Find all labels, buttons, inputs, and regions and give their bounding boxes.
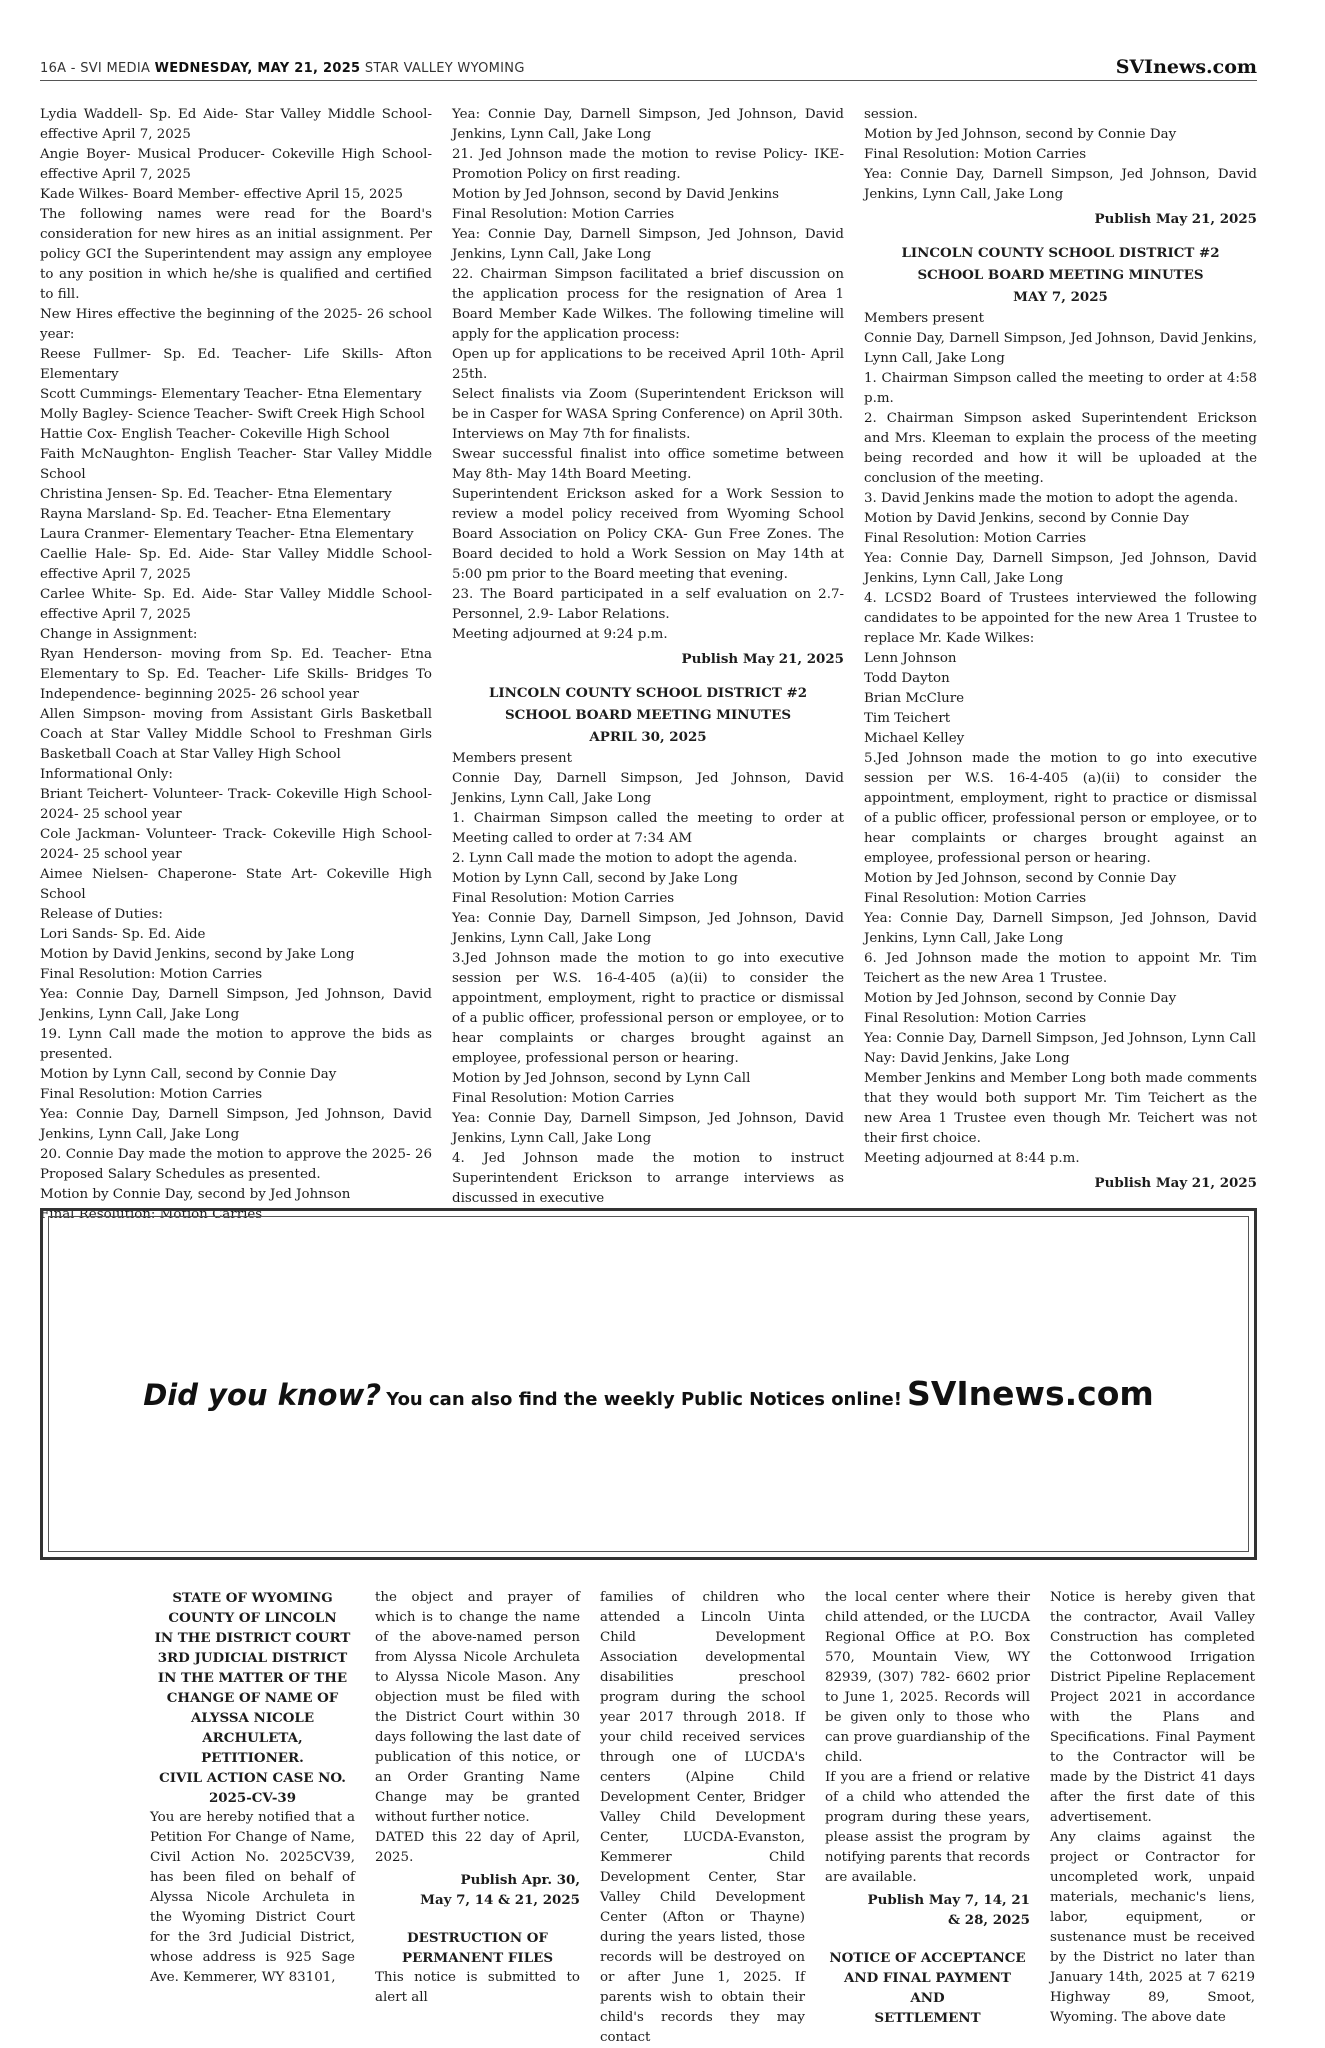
ad-text [143,1374,1154,1413]
notice-line: Yea: Connie Day, Darnell Simpson, Jed Johnson, David Jenkins, Lynn Call, Jake Long [452,911,844,946]
bottom-column-2 [375,1588,580,2028]
bottom-column-1 [150,1588,355,2028]
bottom-column-4 [825,1588,1030,2028]
notice-line: 22. Chairman Simpson facilitated a brief discussion on the application process for the resignation of Area 1 Board Member Kade Wilkes. The following timeline will apply for the application process: [452,267,844,342]
header-section: 16A - SVI MEDIA [40,61,151,76]
col3-minutes-continued [864,105,1257,205]
b1-heading-line: 2025-CV-39 [208,1790,297,1806]
column-1 [40,105,432,1222]
b3-notice-body: families of children who attended a Lincoln Uinta Child Development Association developmental disabilities preschool program during the school year 2017 through 2018. If your child received services through one of LUCDA's centers (Alpine Child Development Center, Bridger Valley Child Development Center, LUCDA-Evanston, Kemmerer Child Development Center, Star Valley Child Development Center (Afton or Thayne) during the years listed, those records will be destroyed on or after June 1, 2025. If parents wish to obtain their child's records they may contact [600,1590,805,2045]
notice-line: Michael Kelley [864,731,965,746]
notice-line: Final Resolution: Motion Carries [40,1207,263,1222]
notice-line: 2. Chairman Simpson asked Superintendent Erickson and Mrs. Kleeman to explain the process of the meeting being recorded and how it will be uploaded at the conclusion of the meeting. [864,411,1257,486]
notice-line: Meeting adjourned at 9:24 p.m. [452,627,668,642]
notice-line: Final Resolution: Motion Carries [452,891,675,906]
col3-heading-line: LINCOLN COUNTY SCHOOL DISTRICT #2 [901,245,1220,261]
notice-line: Ryan Henderson- moving from Sp. Ed. Teacher- Etna Elementary to Sp. Ed. Teacher- Life Skills- Bridges To Independence- beginning 2025- 26 school year [40,647,432,702]
notices-top-section [40,105,1257,1222]
notice-line: Select finalists via Zoom (Superintendent Erickson will be in Casper for WASA Spring Conference) on April 30th. [452,387,844,422]
bottom-column-5 [1050,1588,1255,2028]
ad-did-you-know: Did you know? [143,1377,382,1412]
notice-line: 5.Jed Johnson made the motion to go into executive session per W.S. 16-4-405 (a)(ii) to consider the appointment, employment, right to practice or dismissal of a public officer, professional person or employee, or to hear complaints or charges brought against an employee, professional person or hearing. [864,751,1257,866]
notice-line: The following names were read for the Board's consideration for new hires as an initial assignment. Per policy GCI the Superintendent may assign any employee to any position in which he/she is qualified and certified to fill. [40,207,432,302]
notice-line: Laura Cranmer- Elementary Teacher- Etna Elementary [40,527,414,542]
notice-line: Yea: Connie Day, Darnell Simpson, Jed Johnson, David Jenkins, Lynn Call, Jake Long [452,107,844,142]
notice-line: Faith McNaughton- English Teacher- Star Valley Middle School [40,447,432,482]
notice-line: Interviews on May 7th for finalists. [452,427,691,442]
notice-line: Tim Teichert [864,711,951,726]
notice-line: Final Resolution: Motion Carries [452,1091,675,1106]
notice-line: Motion by David Jenkins, second by Connie Day [864,511,1189,526]
col2-april-minutes [452,749,844,1209]
notice-line: Motion by Jed Johnson, second by David Jenkins [452,187,780,202]
notice-line: Final Resolution: Motion Carries [864,891,1087,906]
notice-line: 4. Jed Johnson made the motion to instruct Superintendent Erickson to arrange interviews as discussed in executive [452,1151,844,1206]
notice-line: Final Resolution: Motion Carries [864,531,1087,546]
header-date: WEDNESDAY, MAY 21, 2025 [154,61,361,76]
notice-line: Aimee Nielsen- Chaperone- State Art- Cokeville High School [40,867,432,902]
notice-line: Member Jenkins and Member Long both made comments that they would both support Mr. Tim Teichert as the new Area 1 Trustee even though Mr. Teichert was not their first choice. [864,1071,1257,1146]
notice-line: Allen Simpson- moving from Assistant Girls Basketball Coach at Star Valley Middle School to Freshman Girls Basketball Coach at Star Valley High School [40,707,432,762]
notice-line: Change in Assignment: [40,627,198,642]
svinews-ad-box [40,1208,1257,1560]
notice-line: Rayna Marsland- Sp. Ed. Teacher- Etna Elementary [40,507,391,522]
notice-line: Yea: Connie Day, Darnell Simpson, Jed Johnson, David Jenkins, Lynn Call, Jake Long [40,1107,432,1142]
notice-line: 2. Lynn Call made the motion to adopt the agenda. [452,851,798,866]
notice-line: Motion by Lynn Call, second by Jake Long [452,871,738,886]
notice-line: Motion by Jed Johnson, second by Lynn Call [452,1071,751,1086]
col3-heading-line: SCHOOL BOARD MEETING MINUTES [917,267,1204,283]
notice-line: 1. Chairman Simpson called the meeting to order at 4:58 p.m. [864,371,1257,406]
notice-line: Hattie Cox- English Teacher- Cokeville High School [40,427,390,442]
b4-publish-2: & 28, 2025 [948,1912,1030,1928]
notice-line: Motion by Connie Day, second by Jed Johnson [40,1187,351,1202]
notice-line: Final Resolution: Motion Carries [864,147,1087,162]
b4-heading-line: SETTLEMENT [874,2010,981,2026]
notice-line: Briant Teichert- Volunteer- Track- Cokeville High School- 2024- 25 school year [40,787,432,822]
notice-line: 23. The Board participated in a self evaluation on 2.7- Personnel, 2.9- Labor Relations. [452,587,844,622]
notice-line: Carlee White- Sp. Ed. Aide- Star Valley Middle School- effective April 7, 2025 [40,587,432,622]
notice-line: Yea: Connie Day, Darnell Simpson, Jed Johnson, David Jenkins, Lynn Call, Jake Long [452,1111,844,1146]
notice-line: Connie Day, Darnell Simpson, Jed Johnson, David Jenkins, Lynn Call, Jake Long [452,771,844,806]
b1-heading-line: IN THE DISTRICT COURT [154,1630,351,1646]
b2-notice-body: the object and prayer of which is to change the name of the above-named person from Alyssa Nicole Archuleta to Alyssa Nicole Mason. Any objection must be filed with the District Court within 30 days following the last date of publication of this notice, or an Order Granting Name Change may be granted without further notice. [375,1590,580,1825]
header-region: STAR VALLEY WYOMING [364,61,525,76]
notice-line: Swear successful finalist into office sometime between May 8th- May 14th Board Meeting. [452,447,844,482]
b1-heading-line: 3RD JUDICIAL DISTRICT [157,1650,348,1666]
col2-heading-line: APRIL 30, 2025 [589,729,707,745]
notice-line: Connie Day, Darnell Simpson, Jed Johnson, David Jenkins, Lynn Call, Jake Long [864,331,1257,366]
notice-line: Angie Boyer- Musical Producer- Cokeville High School- effective April 7, 2025 [40,147,432,182]
notice-line: 21. Jed Johnson made the motion to revise Policy- IKE- Promotion Policy on first reading. [452,147,844,182]
notice-line: Final Resolution: Motion Carries [864,1011,1087,1026]
notice-line: Final Resolution: Motion Carries [452,207,675,222]
notice-line: 1. Chairman Simpson called the meeting to order at Meeting called to order at 7:34 AM [452,811,844,846]
notice-line: 4. LCSD2 Board of Trustees interviewed the following candidates to be appointed for the new Area 1 Trustee to replace Mr. Kade Wilkes: [864,591,1257,646]
notice-line: Scott Cummings- Elementary Teacher- Etna Elementary [40,387,422,402]
notice-line: New Hires effective the beginning of the 2025- 26 school year: [40,307,432,342]
notice-line: Open up for applications to be received April 10th- April 25th. [452,347,844,382]
notice-line: Kade Wilkes- Board Member- effective April 15, 2025 [40,187,404,202]
notice-line: Motion by David Jenkins, second by Jake Long [40,947,355,962]
col3-heading-line: MAY 7, 2025 [1013,289,1108,305]
column-3 [864,105,1257,1190]
b4-publish-line [825,1890,1030,1930]
col3-publish-line-2: Publish May 21, 2025 [1094,1175,1257,1191]
notice-line: Final Resolution: Motion Carries [40,1087,263,1102]
notice-line: Brian McClure [864,691,965,706]
b4-heading-line: AND FINAL PAYMENT AND [844,1970,1011,2006]
col2-publish-line: Publish May 21, 2025 [681,651,844,667]
column-2 [452,105,844,1206]
b1-notice-body: You are hereby notified that a Petition For Change of Name, Civil Action No. 2025CV39, has been filed on behalf of Alyssa Nicole Archuleta in the Wyoming District Court for the 3rd Judicial District, whose address is 925 Sage Ave. Kemmerer, WY 83101, [150,1810,355,1985]
notice-line: Yea: Connie Day, Darnell Simpson, Jed Johnson, David Jenkins, Lynn Call, Jake Long [40,987,432,1022]
notice-line: 19. Lynn Call made the motion to approve the bids as presented. [40,1027,432,1062]
notice-line: Lenn Johnson [864,651,957,666]
notice-line: Reese Fullmer- Sp. Ed. Teacher- Life Skills- Afton Elementary [40,347,432,382]
notice-line: session. [864,107,918,122]
notice-line: Informational Only: [40,767,173,782]
b5-notice-body-2: Any claims against the project or Contractor for uncompleted work, unpaid materials, mechanic's liens, labor, equipment, or sustenance must be received by the District no later than January 14th, 2025 at 7 6219 Highway 89, Smoot, Wyoming. The above date [1050,1830,1255,2025]
notice-line: Final Resolution: Motion Carries [40,967,263,982]
b1-heading-line: IN THE MATTER OF THE [157,1670,348,1686]
notice-line: Members present [452,751,573,766]
notice-line: Nay: David Jenkins, Jake Long [864,1051,1070,1066]
notice-line: Yea: Connie Day, Darnell Simpson, Jed Johnson, David Jenkins, Lynn Call, Jake Long [452,227,844,262]
ad-site-link[interactable]: SVInews.com [907,1373,1154,1413]
b2-destruction-body: This notice is submitted to alert all [375,1970,580,2005]
header-dateline [40,61,525,80]
b4-notice-body: the local center where their child attended, or the LUCDA Regional Office at P.O. Box 570, Mountain View, WY 82939, (307) 782- 6602 prior to June 1, 2025. Records will be given only to those who can prove guardianship of the child. [825,1590,1030,1765]
notice-line: Yea: Connie Day, Darnell Simpson, Jed Johnson, David Jenkins, Lynn Call, Jake Long [864,167,1257,202]
notice-line: Lydia Waddell- Sp. Ed Aide- Star Valley Middle School- effective April 7, 2025 [40,107,432,142]
header-site[interactable]: SVInews.com [1115,56,1257,78]
col2-heading-line: SCHOOL BOARD MEETING MINUTES [504,707,792,723]
col2-heading-line: LINCOLN COUNTY SCHOOL DISTRICT #2 [488,685,808,701]
b2-publish-2: May 7, 14 & 21, 2025 [420,1892,580,1908]
notice-line: Yea: Connie Day, Darnell Simpson, Jed Johnson, David Jenkins, Lynn Call, Jake Long [864,911,1257,946]
notice-line: Members present [864,311,985,326]
notice-line: Caellie Hale- Sp. Ed. Aide- Star Valley Middle School- effective April 7, 2025 [40,547,432,582]
ad-inner-border [48,1216,1249,1552]
notices-bottom-section [150,1588,1255,2045]
b2-publish-line [375,1870,580,1910]
b1-heading-line: CHANGE OF NAME OF [166,1690,339,1706]
notice-line: 3.Jed Johnson made the motion to go into executive session per W.S. 16-4-405 (a)(ii) to consider the appointment, employment, right to practice or dismissal of a public officer, professional person or employee, or to hear complaints or charges brought against an employee, professional person or hearing. [452,951,844,1066]
page-header [40,56,1257,81]
b5-notice-body: Notice is hereby given that the contractor, Avail Valley Construction has completed the Cottonwood Irrigation District Pipeline Replacement Project 2021 in accordance with the Plans and Specifications. Final Payment to the Contractor will be made by the District 41 days after the first date of this advertisement. [1050,1590,1255,1825]
notice-line: Yea: Connie Day, Darnell Simpson, Jed Johnson, Lynn Call [864,1031,1257,1046]
notice-line: 3. David Jenkins made the motion to adopt the agenda. [864,491,1239,506]
b4-publish-1: Publish May 7, 14, 21 [867,1892,1030,1908]
notice-line: Superintendent Erickson asked for a Work Session to review a model policy received from Wyoming School Board Association on Policy CKA- Gun Free Zones. The Board decided to hold a Work Session on May 14th at 5:00 pm prior to the Board meeting that evening. [452,487,844,582]
ad-tagline: You can also find the weekly Public Notices online! [386,1388,902,1410]
b1-heading-line: CIVIL ACTION CASE NO. [159,1770,346,1786]
b2-heading-line: PERMANENT FILES [402,1950,553,1966]
col2-minutes-continued [452,105,844,645]
notice-line: Motion by Lynn Call, second by Connie Day [40,1067,337,1082]
b4-heading-line: NOTICE OF ACCEPTANCE [829,1950,1026,1966]
b1-heading-line: STATE OF WYOMING [172,1590,333,1606]
bottom-column-3 [600,1588,805,2045]
notice-line: Motion by Jed Johnson, second by Connie Day [864,871,1177,886]
notice-line: Release of Duties: [40,907,163,922]
notice-line: Cole Jackman- Volunteer- Track- Cokeville High School- 2024- 25 school year [40,827,432,862]
b1-heading-line: ARCHULETA, PETITIONER. [201,1730,304,1766]
notice-line: Yea: Connie Day, Darnell Simpson, Jed Johnson, David Jenkins, Lynn Call, Jake Long [864,551,1257,586]
col3-publish-line: Publish May 21, 2025 [1094,211,1257,227]
b2-publish-1: Publish Apr. 30, [460,1872,580,1888]
b4-notice-body-2: If you are a friend or relative of a child who attended the program during these years, please assist the program by notifying parents that records are available. [825,1770,1030,1885]
notice-line: Molly Bagley- Science Teacher- Swift Creek High School [40,407,425,422]
notice-line: Meeting adjourned at 8:44 p.m. [864,1151,1080,1166]
notice-line: Christina Jensen- Sp. Ed. Teacher- Etna Elementary [40,487,392,502]
b2-dated-line: DATED this 22 day of April, 2025. [375,1830,580,1865]
col3-may-minutes [864,309,1257,1169]
notice-line: 20. Connie Day made the motion to approve the 2025- 26 Proposed Salary Schedules as presented. [40,1147,432,1182]
notice-line: Motion by Jed Johnson, second by Connie Day [864,127,1177,142]
notice-line: 6. Jed Johnson made the motion to appoint Mr. Tim Teichert as the new Area 1 Trustee. [864,951,1257,986]
b1-heading-line: ALYSSA NICOLE [190,1710,315,1726]
notice-line: Todd Dayton [864,671,950,686]
b2-heading-line: DESTRUCTION OF [407,1930,548,1946]
notice-line: Motion by Jed Johnson, second by Connie Day [864,991,1177,1006]
b1-heading-line: COUNTY OF LINCOLN [168,1610,337,1626]
notice-line: Lori Sands- Sp. Ed. Aide [40,927,206,942]
